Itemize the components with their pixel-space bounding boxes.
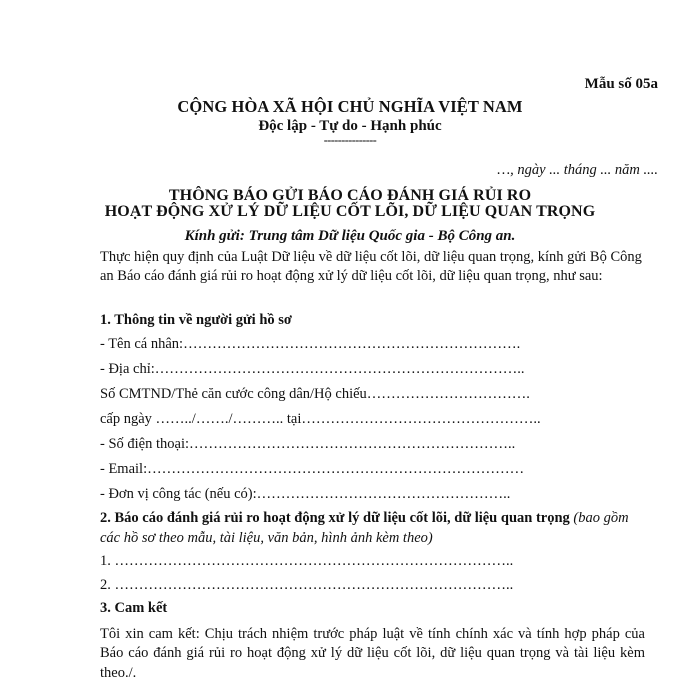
motto: Độc lập - Tự do - Hạnh phúc — [258, 118, 442, 134]
document-title-line-1: THÔNG BÁO GỬI BÁO CÁO ĐÁNH GIÁ RỦI RO — [168, 187, 532, 204]
section-3-heading: 3. Cam kết — [100, 600, 168, 616]
id-number-field: Số CMTND/Thẻ căn cước công dân/Hộ chiếu……………………………. — [100, 386, 530, 402]
issue-info-field: cấp ngày ……../……./……….. tại………………………………………….. — [100, 411, 541, 427]
form-number: Mẫu số 05a — [584, 76, 658, 92]
intro-paragraph: Thực hiện quy định của Luật Dữ liệu về dữ liệu cốt lõi, dữ liệu quan trọng, kính gửi Bộ Công an Báo cáo đánh giá rủi ro hoạt động xử lý dữ liệu cốt lõi, dữ liệu quan trọng, như sau: — [100, 249, 642, 285]
recipient: Kính gửi: Trung tâm Dữ liệu Quốc gia - Bộ Công an. — [184, 228, 516, 244]
section-2-heading — [100, 509, 645, 548]
address-field: - Địa chỉ:………………………………………………………………….. — [100, 361, 525, 377]
national-title: CỘNG HÒA XÃ HỘI CHỦ NGHĨA VIỆT NAM — [177, 97, 523, 116]
section-2-title: 2. Báo cáo đánh giá rủi ro hoạt động xử lý dữ liệu cốt lõi, dữ liệu quan trọng — [100, 510, 570, 526]
date-line: …, ngày ... tháng ... năm .... — [497, 162, 658, 178]
section-1-heading: 1. Thông tin về người gửi hồ sơ — [100, 312, 292, 328]
report-item-2: 2. ……………………………………………………………………….. — [100, 577, 514, 593]
section-2-note: (bao gồm các hồ sơ theo mẫu, tài liệu, văn bản, hình ảnh kèm theo) — [100, 510, 629, 546]
workplace-field: - Đơn vị công tác (nếu có):…………………………………………….. — [100, 486, 511, 502]
document-title-line-2: HOẠT ĐỘNG XỬ LÝ DỮ LIỆU CỐT LÕI, DỮ LIỆU QUAN TRỌNG — [104, 203, 596, 220]
commitment-paragraph: Tôi xin cam kết: Chịu trách nhiệm trước pháp luật về tính chính xác và tính hợp pháp của Báo cáo đánh giá rủi ro hoạt động xử lý dữ liệu cốt lõi, dữ liệu quan trọng và tài liệu kèm theo./. — [100, 626, 645, 681]
name-field: - Tên cá nhân:……………………………………………………………. — [100, 336, 521, 352]
phone-field: - Số điện thoại:………………………………………………………….. — [100, 436, 516, 452]
report-item-1: 1. ……………………………………………………………………….. — [100, 553, 514, 569]
email-field: - Email:…………………………………………………………………… — [100, 461, 525, 477]
motto-rule: --------------- — [323, 133, 377, 147]
